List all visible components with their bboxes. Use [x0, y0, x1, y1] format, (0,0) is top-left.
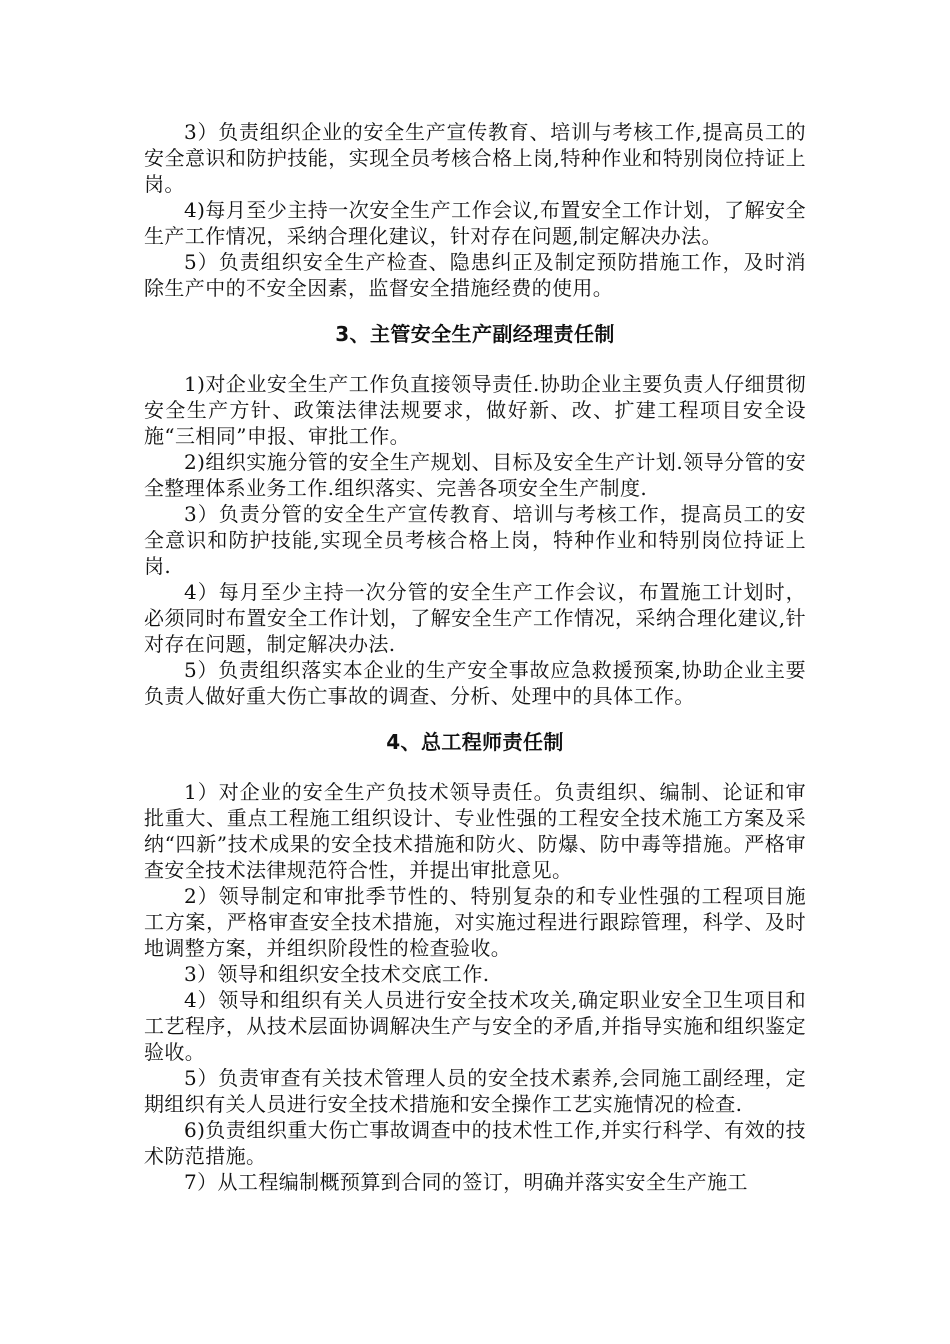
- paragraph: 4)每月至少主持一次安全生产工作会议,布置安全工作计划，了解安全生产工作情况，采纳合理化建议，针对存在问题,制定解决办法。: [144, 198, 806, 248]
- section-heading: 3、主管安全生产副经理责任制: [335, 322, 615, 346]
- paragraph: 3）领导和组织安全技术交底工作.: [184, 962, 490, 986]
- paragraph: 4）领导和组织有关人员进行安全技术攻关,确定职业安全卫生项目和工艺程序，从技术层面协调解决生产与安全的矛盾,并指导实施和组织鉴定验收。: [144, 988, 806, 1064]
- paragraph: 1）对企业的安全生产负技术领导责任。负责组织、编制、论证和审批重大、重点工程施工组织设计、专业性强的工程安全技术施工方案及采纳“四新”技术成果的安全技术措施和防火、防爆、防中毒等措施。严格审查安全技术法律规范符合性，并提出审批意见。: [144, 780, 806, 882]
- paragraph: 1)对企业安全生产工作负直接领导责任.协助企业主要负责人仔细贯彻安全生产方针、政策法律法规要求，做好新、改、扩建工程项目安全设施“三相同”申报、审批工作。: [144, 372, 806, 448]
- paragraph: 2）领导制定和审批季节性的、特别复杂的和专业性强的工程项目施工方案，严格审查安全技术措施，对实施过程进行跟踪管理，科学、及时地调整方案，并组织阶段性的检查验收。: [144, 884, 806, 960]
- paragraph: 6)负责组织重大伤亡事故调查中的技术性工作,并实行科学、有效的技术防范措施。: [144, 1118, 806, 1168]
- paragraph: 7）从工程编制概预算到合同的签订，明确并落实安全生产施工: [184, 1170, 748, 1194]
- section-heading: 4、总工程师责任制: [386, 730, 564, 754]
- paragraph: 5）负责组织落实本企业的生产安全事故应急救援预案,协助企业主要负责人做好重大伤亡事故的调查、分析、处理中的具体工作。: [144, 658, 806, 708]
- document-page: [144, 119, 806, 1195]
- paragraph: 5）负责审查有关技术管理人员的安全技术素养,会同施工副经理，定期组织有关人员进行安全技术措施和安全操作工艺实施情况的检查.: [144, 1066, 806, 1116]
- paragraph: 3）负责分管的安全生产宣传教育、培训与考核工作，提高员工的安全意识和防护技能,实现全员考核合格上岗，特种作业和特别岗位持证上岗.: [144, 502, 806, 578]
- paragraph: 2)组织实施分管的安全生产规划、目标及安全生产计划.领导分管的安全整理体系业务工作.组织落实、完善各项安全生产制度.: [144, 450, 806, 500]
- paragraph: 3）负责组织企业的安全生产宣传教育、培训与考核工作,提高员工的安全意识和防护技能，实现全员考核合格上岗,特种作业和特别岗位持证上岗。: [144, 120, 806, 196]
- paragraph: 5）负责组织安全生产检查、隐患纠正及制定预防措施工作，及时消除生产中的不安全因素，监督安全措施经费的使用。: [144, 250, 806, 300]
- paragraph: 4）每月至少主持一次分管的安全生产工作会议，布置施工计划时，必须同时布置安全工作计划，了解安全生产工作情况，采纳合理化建议,针对存在问题，制定解决办法.: [144, 580, 806, 656]
